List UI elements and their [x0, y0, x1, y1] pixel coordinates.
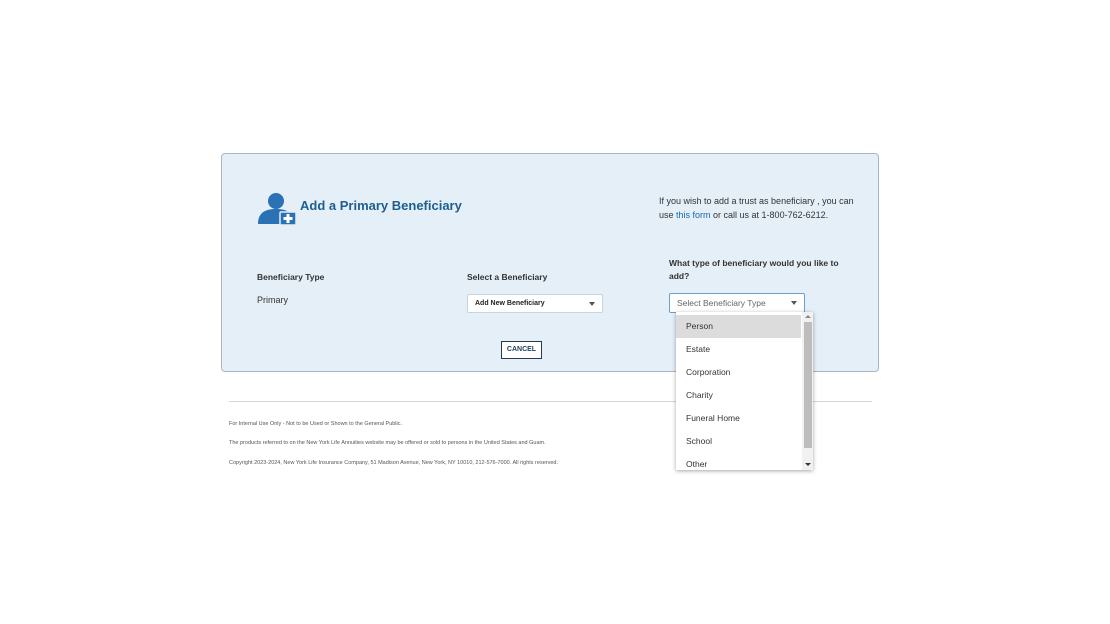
- option-estate[interactable]: Estate: [686, 344, 711, 354]
- beneficiary-type-value: Primary: [257, 295, 288, 305]
- beneficiary-type-placeholder: Select Beneficiary Type: [677, 298, 766, 308]
- beneficiary-type-select[interactable]: [669, 293, 805, 313]
- this-form-link[interactable]: this form: [676, 210, 711, 220]
- footer-products-note: The products referred to on the New York Life Annuities website may be offered or sold to persons in the United States and Guam.: [229, 440, 546, 446]
- footer-copyright: Copyright 2023-2024, New York Life Insurance Company, 51 Madison Avenue, New York, NY 10010, 212-576-7000. All rights reserved.: [229, 460, 558, 466]
- option-funeral-home[interactable]: Funeral Home: [686, 413, 740, 423]
- scroll-down-icon[interactable]: [805, 463, 811, 466]
- dropdown-scrollbar[interactable]: [802, 312, 813, 470]
- chevron-down-icon: [791, 301, 797, 305]
- scrollbar-thumb[interactable]: [804, 322, 812, 448]
- option-charity[interactable]: Charity: [686, 390, 713, 400]
- select-beneficiary-value: Add New Beneficiary: [475, 300, 545, 307]
- beneficiary-type-options: [676, 312, 813, 470]
- trust-note-prefix: If you wish to add a trust as beneficiary , you can use: [659, 196, 854, 220]
- option-person[interactable]: Person: [676, 315, 801, 338]
- option-other[interactable]: Other: [686, 459, 708, 469]
- add-person-icon: [256, 192, 300, 226]
- chevron-down-icon: [589, 302, 595, 306]
- trust-note-suffix: or call us at 1-800-762-6212.: [710, 210, 829, 220]
- cancel-button[interactable]: CANCEL: [501, 341, 542, 359]
- page-title: Add a Primary Beneficiary: [300, 198, 462, 213]
- what-type-label: What type of beneficiary would you like to add?: [669, 258, 839, 281]
- select-beneficiary-dropdown[interactable]: [467, 294, 603, 313]
- scroll-up-icon[interactable]: [805, 315, 811, 318]
- option-corporation[interactable]: Corporation: [686, 367, 731, 377]
- beneficiary-type-label: Beneficiary Type: [257, 272, 325, 282]
- option-school[interactable]: School: [686, 436, 712, 446]
- trust-note: [659, 194, 859, 222]
- select-beneficiary-label: Select a Beneficiary: [467, 272, 548, 282]
- footer-internal-use: For Internal Use Only - Not to be Used or Shown to the General Public.: [229, 421, 403, 427]
